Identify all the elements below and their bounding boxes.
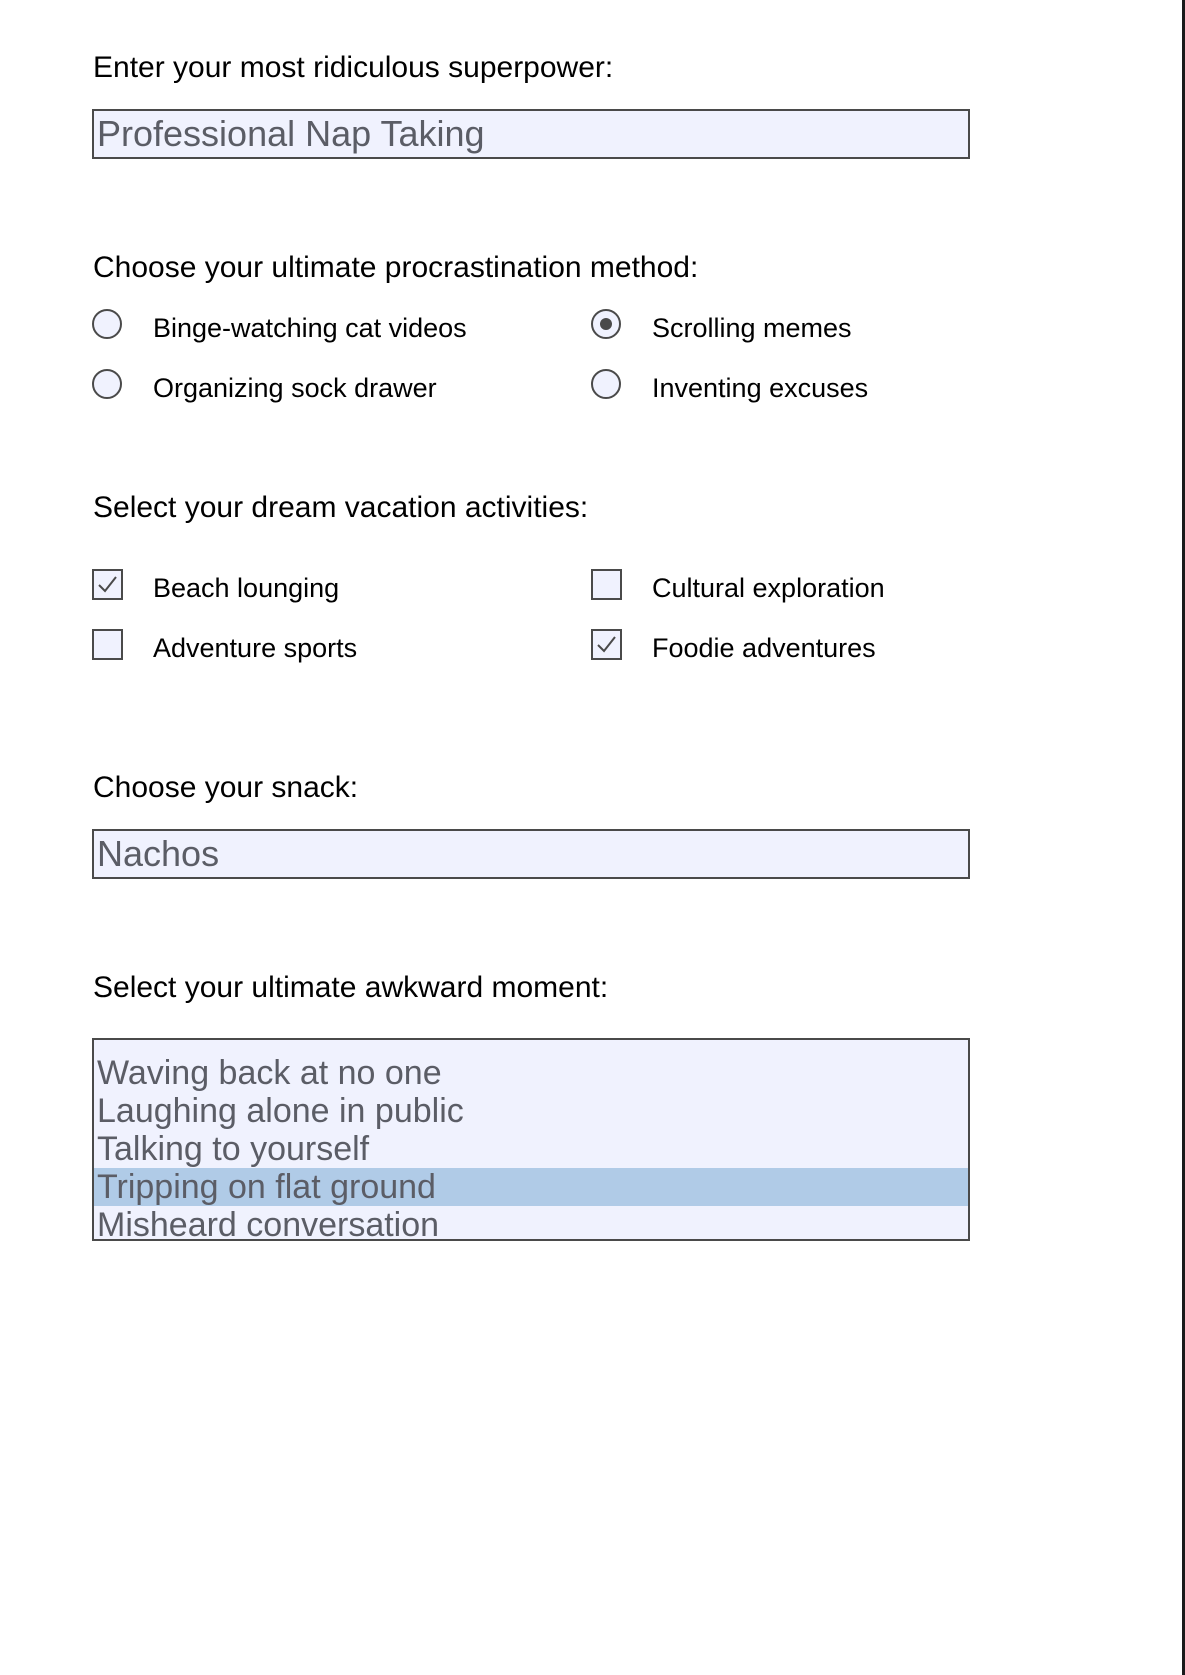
checkbox-option-label: Adventure sports xyxy=(153,633,358,663)
snack-select[interactable]: Nachos xyxy=(92,829,970,879)
awkward-moment-listbox[interactable] xyxy=(92,1038,970,1241)
radio-button[interactable] xyxy=(92,309,122,339)
radio-button[interactable] xyxy=(92,369,122,399)
checkbox[interactable] xyxy=(591,569,622,600)
awkward-label: Select your ultimate awkward moment: xyxy=(93,971,609,1004)
checkbox-option-label: Cultural exploration xyxy=(652,573,885,603)
radio-button[interactable] xyxy=(591,309,621,339)
superpower-input[interactable]: Professional Nap Taking xyxy=(92,109,970,159)
radio-option-label: Inventing excuses xyxy=(652,373,869,403)
checkbox-option-label: Beach lounging xyxy=(153,573,340,603)
list-item[interactable]: Misheard conversation xyxy=(97,1206,440,1241)
list-item[interactable]: Tripping on flat ground xyxy=(94,1168,968,1206)
procrastination-label: Choose your ultimate procrastination method: xyxy=(93,251,699,284)
list-item[interactable]: Waving back at no one xyxy=(97,1054,442,1092)
list-item[interactable]: Laughing alone in public xyxy=(97,1092,464,1130)
checkbox[interactable] xyxy=(92,629,123,660)
list-item[interactable]: Talking to yourself xyxy=(97,1130,370,1168)
snack-label: Choose your snack: xyxy=(93,771,359,804)
radio-button[interactable] xyxy=(591,369,621,399)
check-mark-icon xyxy=(595,633,618,656)
vacation-label: Select your dream vacation activities: xyxy=(93,491,589,524)
check-mark-icon xyxy=(96,573,119,596)
checkbox[interactable] xyxy=(591,629,622,660)
checkbox[interactable] xyxy=(92,569,123,600)
radio-option-label: Scrolling memes xyxy=(652,313,852,343)
checkbox-option-label: Foodie adventures xyxy=(652,633,876,663)
radio-option-label: Binge-watching cat videos xyxy=(153,313,467,343)
radio-option-label: Organizing sock drawer xyxy=(153,373,437,403)
superpower-label: Enter your most ridiculous superpower: xyxy=(93,51,614,84)
